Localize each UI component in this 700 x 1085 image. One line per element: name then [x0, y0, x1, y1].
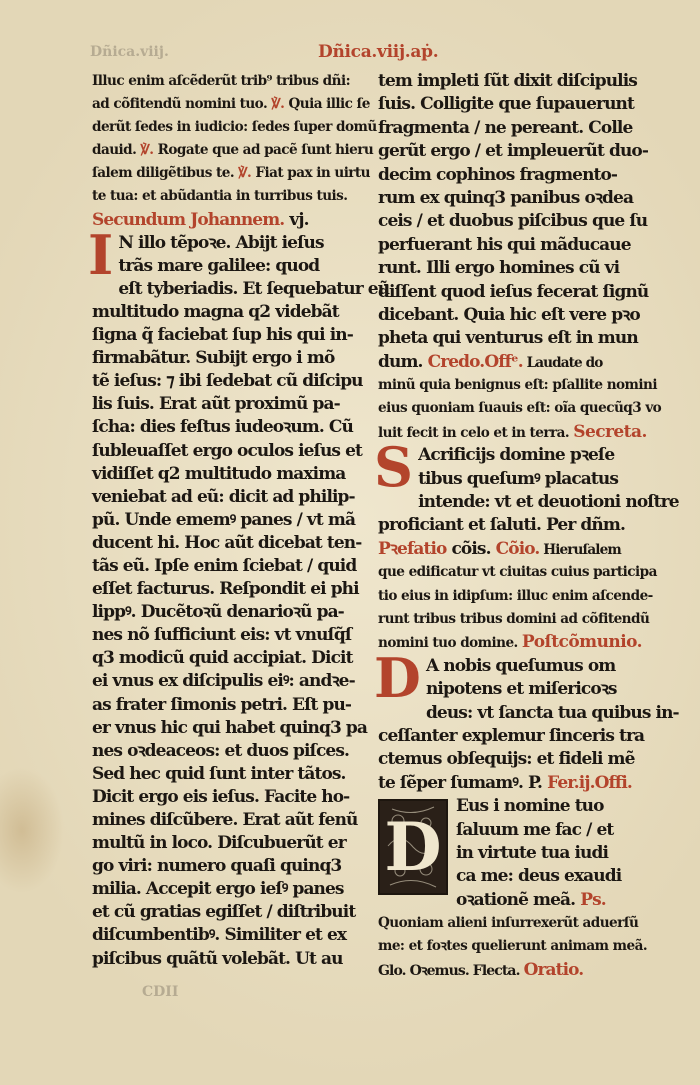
text-segment: ceis / et duobus piſcibus que ſu	[378, 211, 648, 232]
text-segment: dicebant. Quia hic eſt vere pꝛo	[378, 304, 640, 325]
gospel-line	[378, 257, 648, 280]
text-segment: pũ. Unde ememꝰ panes / vt mã	[92, 509, 356, 530]
text-segment: perfuerant his qui mãducaue	[378, 234, 631, 255]
left-line	[92, 624, 362, 647]
text-segment: dauid.	[92, 142, 137, 159]
text-segment: deus: vt ſancta tua quibus in-	[425, 702, 679, 723]
text-segment: eſſet facturus. Reſpondit ei phi	[92, 579, 359, 600]
secreta-text-line	[378, 491, 679, 514]
left-line	[92, 832, 362, 855]
postcommunio-line	[378, 748, 648, 771]
text-segment: oꝛationẽ meã.	[456, 889, 576, 910]
gospel-line	[378, 304, 648, 327]
text-segment: cõis.	[446, 538, 496, 559]
left-line	[92, 878, 362, 901]
text-segment: ſalem diligẽtibus te.	[92, 165, 235, 182]
text-segment: lippꝰ. Ducẽtoꝛũ denarioꝛũ pa-	[92, 602, 344, 623]
left-line	[92, 670, 362, 693]
left-line	[92, 532, 362, 555]
gospel-line	[378, 327, 648, 350]
text-segment: Glo. Oꝛemus. Flecta.	[378, 962, 524, 979]
woodcut-letter: D	[384, 808, 442, 887]
secreta-rubric: Secreta.	[573, 421, 647, 442]
text-segment: A nobis queſumus om	[425, 655, 616, 676]
text-segment: eſt tyberiadis. Et ſequebatur eũ	[118, 278, 390, 299]
text-segment: derũt ſedes in iudicio: ſedes ſuper domũ	[92, 119, 377, 136]
left-line	[92, 555, 362, 578]
text-segment: te tua: et abũdantia in turribus tuis.	[92, 188, 348, 205]
left-line	[92, 601, 362, 624]
text-segment: dum.	[378, 351, 428, 372]
left-line	[92, 486, 362, 509]
right-text-column	[374, 70, 679, 982]
text-segment: ctemus obſequijs: et fideli mẽ	[378, 749, 635, 770]
credo-line	[378, 351, 648, 374]
text-segment: Illuc enim aſcẽderũt trib⁹ tribus dñi:	[92, 73, 351, 89]
left-line	[92, 440, 362, 463]
text-segment: fragmenta / ne pereant. Colle	[378, 117, 633, 138]
left-line	[92, 694, 362, 717]
left-line	[92, 209, 362, 232]
left-line	[92, 324, 362, 347]
psalm-line	[378, 912, 648, 935]
text-segment: nes nõ ſufficiunt eis: vt vnuſq̃ſ	[92, 625, 352, 646]
text-segment: ca me: deus exaudi	[456, 866, 622, 887]
left-line	[92, 416, 362, 439]
left-line	[92, 162, 370, 185]
postcommunio-heading-line	[378, 631, 648, 654]
text-segment: Rogate que ad pacẽ ſunt hieru	[157, 142, 374, 159]
gospel-line	[378, 281, 648, 304]
text-segment: veniebat ad eũ: dicit ad philip-	[92, 486, 355, 507]
secreta-line	[378, 421, 648, 444]
text-segment: er vnus hic qui habet quinq3 pa	[92, 717, 368, 738]
bleed-through-mark-top: Dñica.viij.	[90, 44, 169, 60]
text-segment: tãs eũ. Ipſe enim ſciebat / quid	[92, 555, 357, 576]
text-segment: in virtute tua iudi	[456, 842, 609, 863]
versicle-mark: ℣.	[267, 96, 289, 113]
offertory-rubric: Offᵉ.	[484, 351, 523, 372]
offertory-line	[378, 397, 662, 420]
left-line	[92, 185, 362, 208]
gospel-line	[378, 117, 648, 140]
text-segment: eius quoniam ſuauis eſt: oĩa quecũq3 vo	[378, 400, 662, 417]
credo-rubric: Credo.	[427, 351, 485, 372]
text-segment: intende: vt et deuotioni noſtre	[418, 492, 679, 513]
left-line	[92, 370, 362, 393]
left-line	[92, 809, 362, 832]
text-segment: lis ſuis. Erat aũt proximũ pa-	[92, 394, 340, 415]
text-segment: pheta qui venturus eſt in mun	[378, 328, 638, 349]
left-text-column	[88, 70, 390, 971]
left-line	[92, 717, 368, 740]
communion-line	[378, 608, 648, 631]
oratio-rubric: Oratio.	[523, 959, 584, 980]
text-segment: nomini tuo domine.	[378, 635, 522, 652]
text-segment: ceſſanter explemur ſinceris tra	[378, 725, 645, 746]
secreta-text-line	[378, 468, 648, 491]
communion-rubric: Cõio.	[495, 538, 540, 559]
left-line	[92, 855, 362, 878]
text-segment: Fiat pax in uirtu	[255, 165, 370, 182]
text-segment: et cũ gratias egiſſet / diſtribuit	[92, 902, 356, 923]
text-segment: ad cõfitendũ nomini tuo.	[92, 96, 268, 113]
text-segment: tẽ ieſus: ⁊ ibi ſedebat cũ diſcipu	[92, 371, 363, 392]
text-segment: me: et foꝛtes quelierunt animam meã.	[378, 938, 648, 955]
offertory-line	[378, 374, 657, 397]
left-line	[92, 786, 362, 809]
psalm-rubric: Ps.	[575, 889, 606, 910]
text-segment: Laudate do	[522, 354, 603, 371]
text-segment: diſſent quod ieſus fecerat ſignũ	[378, 281, 649, 302]
text-segment: trãs mare galilee: quod	[118, 255, 320, 276]
left-line	[92, 139, 374, 162]
text-segment: Acrificijs domine pꝛeſe	[418, 445, 615, 466]
feria-rubric: Fer.ij.Offi.	[542, 772, 632, 793]
text-segment: nipotens et miſericoꝛs	[425, 679, 617, 700]
text-segment: firmabãtur. Subijt ergo i mõ	[92, 348, 335, 369]
gospel-line	[378, 164, 648, 187]
text-segment: Eus i nomine tuo	[456, 796, 604, 817]
text-segment: te ſẽper ſumamꝰ. P.	[378, 772, 543, 793]
text-segment: Quia illic ſe	[288, 96, 370, 113]
left-line	[92, 578, 362, 601]
text-segment: Dicit ergo eis ieſus. Facite ho-	[92, 786, 350, 807]
text-segment: ducent hi. Hoc aũt dicebat ten-	[92, 532, 362, 553]
woodcut-initial	[378, 799, 448, 895]
postcommunio-line	[378, 772, 648, 795]
text-segment: decim cophinos fragmento-	[378, 164, 618, 185]
left-line	[92, 347, 362, 370]
text-segment: proficiant et ſaluti. Per dñm.	[378, 515, 625, 536]
text-segment: ſuis. Colligite que ſupauerunt	[378, 94, 634, 115]
text-segment: go viri: numero quaſi quinq3	[92, 856, 342, 877]
text-segment: ſaluum me fac / et	[456, 819, 614, 840]
gospel-initial: I	[88, 222, 113, 287]
versicle-mark: ℣.	[234, 165, 256, 182]
left-line	[92, 763, 362, 786]
text-segment: luit fecit in celo et in terra.	[378, 424, 574, 441]
text-segment: diſcumbentibꝰ. Similiter et ex	[92, 925, 347, 946]
postcommunio-rubric: Poſtcõmunio.	[521, 632, 642, 653]
final-line	[378, 959, 648, 982]
text-segment: as frater ſimonis petri. Eſt pu-	[92, 694, 352, 715]
left-line	[92, 924, 362, 947]
text-segment: rum ex quinq3 panibus oꝛdea	[378, 187, 634, 208]
text-segment: tem impleti ſũt dixit diſcipulis	[378, 71, 637, 91]
prefatio-rubric: Pꝛefatio	[378, 538, 447, 559]
versicle-mark: ℣.	[136, 142, 158, 159]
left-line	[92, 70, 362, 93]
gospel-line	[378, 93, 648, 116]
gospel-line	[378, 140, 648, 163]
left-line	[92, 278, 390, 301]
left-line	[92, 509, 362, 532]
postcommunio-line	[378, 725, 648, 748]
text-segment: runt. Illi ergo homines cũ vi	[378, 258, 620, 279]
text-segment: q3 modicũ quid accipiat. Dicit	[92, 648, 353, 669]
gospel-line	[378, 210, 648, 233]
postcommunio-initial: D	[374, 645, 420, 710]
text-segment: ſubleuaſſet ergo oculos ieſus et	[92, 440, 362, 461]
left-line	[92, 93, 370, 116]
text-segment: multitudo magna q2 videbãt	[92, 301, 339, 322]
text-segment: tibus queſumꝰ placatus	[418, 468, 619, 489]
text-segment: tio eius in idipſum: illuc enim aſcende-	[378, 587, 653, 604]
left-line	[92, 116, 377, 139]
left-line	[92, 463, 362, 486]
text-segment: milia. Accepit ergo ieſꝰ panes	[92, 879, 344, 900]
gospel-line	[378, 70, 648, 93]
chapter-number: vj.	[284, 209, 309, 230]
left-line	[92, 301, 362, 324]
text-segment: N illo tẽpoꝛe. Abijt ieſus	[118, 232, 324, 253]
text-segment: ei vnus ex diſcipulis eiꝰ: andꝛe-	[92, 671, 355, 692]
text-segment: multũ in loco. Diſcubuerũt er	[92, 833, 346, 854]
gospel-line	[378, 187, 648, 210]
text-segment: Quoniam alieni inſurrexerũt aduerſũ	[378, 915, 639, 932]
left-line	[92, 393, 362, 416]
text-segment: Sed hec quid ſunt inter tãtos.	[92, 763, 346, 784]
running-head: Dñica.viij.aṗ.	[318, 42, 439, 62]
secreta-initial: S	[374, 435, 413, 500]
communion-line	[378, 585, 653, 608]
left-line	[92, 647, 362, 670]
left-line	[92, 901, 362, 924]
text-segment: Hieruſalem	[539, 541, 621, 558]
psalm-line	[378, 935, 648, 958]
text-segment: gerũt ergo / et impleuerũt duo-	[378, 141, 649, 162]
gospel-line	[378, 234, 648, 257]
gospel-heading: Secundum Johannem.	[92, 209, 285, 230]
text-segment: nes oꝛdeaceos: et duos piſces.	[92, 740, 350, 761]
text-segment: piſcibus quãtũ volebãt. Ut au	[92, 948, 343, 969]
bleed-through-mark-bottom: CDII	[142, 984, 179, 1000]
text-segment: ſigna q̃ faciebat ſup his qui in-	[92, 325, 353, 346]
text-segment: runt tribus tribus domini ad cõfitendũ	[378, 610, 650, 627]
text-segment: mines diſcũbere. Erat aũt fenũ	[92, 810, 358, 830]
text-segment: ſcha: dies feſtus iudeoꝛum. Cũ	[92, 417, 354, 438]
text-segment: minũ quia benignus eſt: pſallite nomini	[378, 377, 657, 394]
secreta-text-line	[378, 514, 648, 537]
prefatio-line	[378, 538, 648, 561]
text-segment: vidiſſet q2 multitudo maxima	[92, 463, 346, 484]
communion-line	[378, 561, 657, 584]
text-segment: que edificatur vt ciuitas cuius participa	[378, 564, 657, 581]
left-line	[92, 948, 362, 971]
left-line	[92, 740, 362, 763]
left-line	[92, 255, 362, 278]
